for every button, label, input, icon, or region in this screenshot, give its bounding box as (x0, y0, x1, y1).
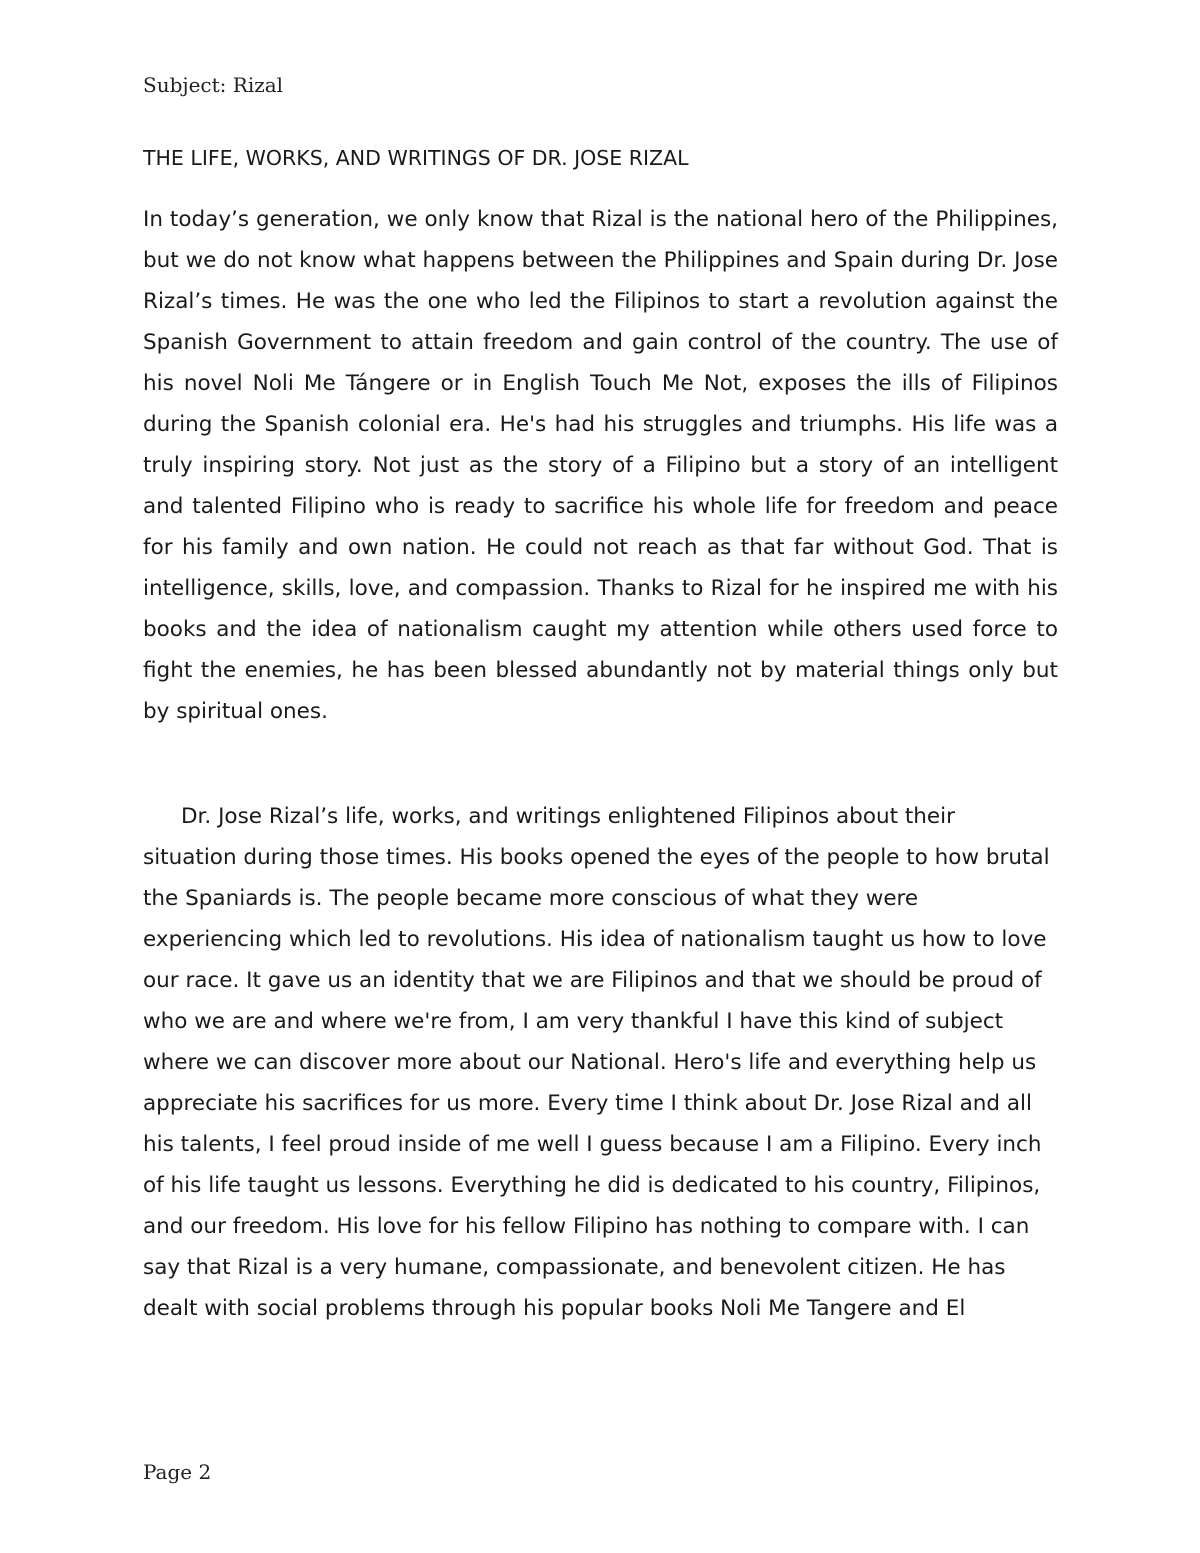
body-paragraph-2: Dr. Jose Rizal’s life, works, and writings enlightened Filipinos about their situation during those times. His books opened the eyes of the people to how brutal the Spaniards is. The people became more conscious of what they were experiencing which led to revolutions. His idea of nationalism taught us how to love our race. It gave us an identity that we are Filipinos and that we should be proud of who we are and where we're from, I am very thankful I have this kind of subject where we can discover more about our National. Hero's life and everything help us appreciate his sacrifices for us more. Every time I think about Dr. Jose Rizal and all his talents, I feel proud inside of me well I guess because I am a Filipino. Every inch of his life taught us lessons. Everything he did is dedicated to his country, Filipinos, and our freedom. His love for his fellow Filipino has nothing to compare with. I can say that Rizal is a very humane, compassionate, and benevolent citizen. He has dealt with social problems through his popular books Noli Me Tangere and El (143, 804, 1050, 1321)
document-title: THE LIFE, WORKS, AND WRITINGS OF DR. JOSE RIZAL (143, 146, 689, 170)
body-paragraph-1: In today’s generation, we only know that Rizal is the national hero of the Philippines, but we do not know what happens between the Philippines and Spain during Dr. Jose Rizal’s times. He was the one who led the Filipinos to start a revolution against the Spanish Government to attain freedom and gain control of the country. The use of his novel Noli Me Tángere or in English Touch Me Not, exposes the ills of Filipinos during the Spanish colonial era. He's had his struggles and triumphs. His life was a truly inspiring story. Not just as the story of a Filipino but a story of an intelligent and talented Filipino who is ready to sacrifice his whole life for freedom and peace for his family and own nation. He could not reach as that far without God. That is intelligence, skills, love, and compassion. Thanks to Rizal for he inspired me with his books and the idea of nationalism caught my attention while others used force to fight the enemies, he has been blessed abundantly not by material things only but by spiritual ones. (143, 207, 1058, 724)
page-footer-number: Page 2 (143, 1460, 212, 1484)
page-header-subject: Subject: Rizal (143, 73, 284, 97)
